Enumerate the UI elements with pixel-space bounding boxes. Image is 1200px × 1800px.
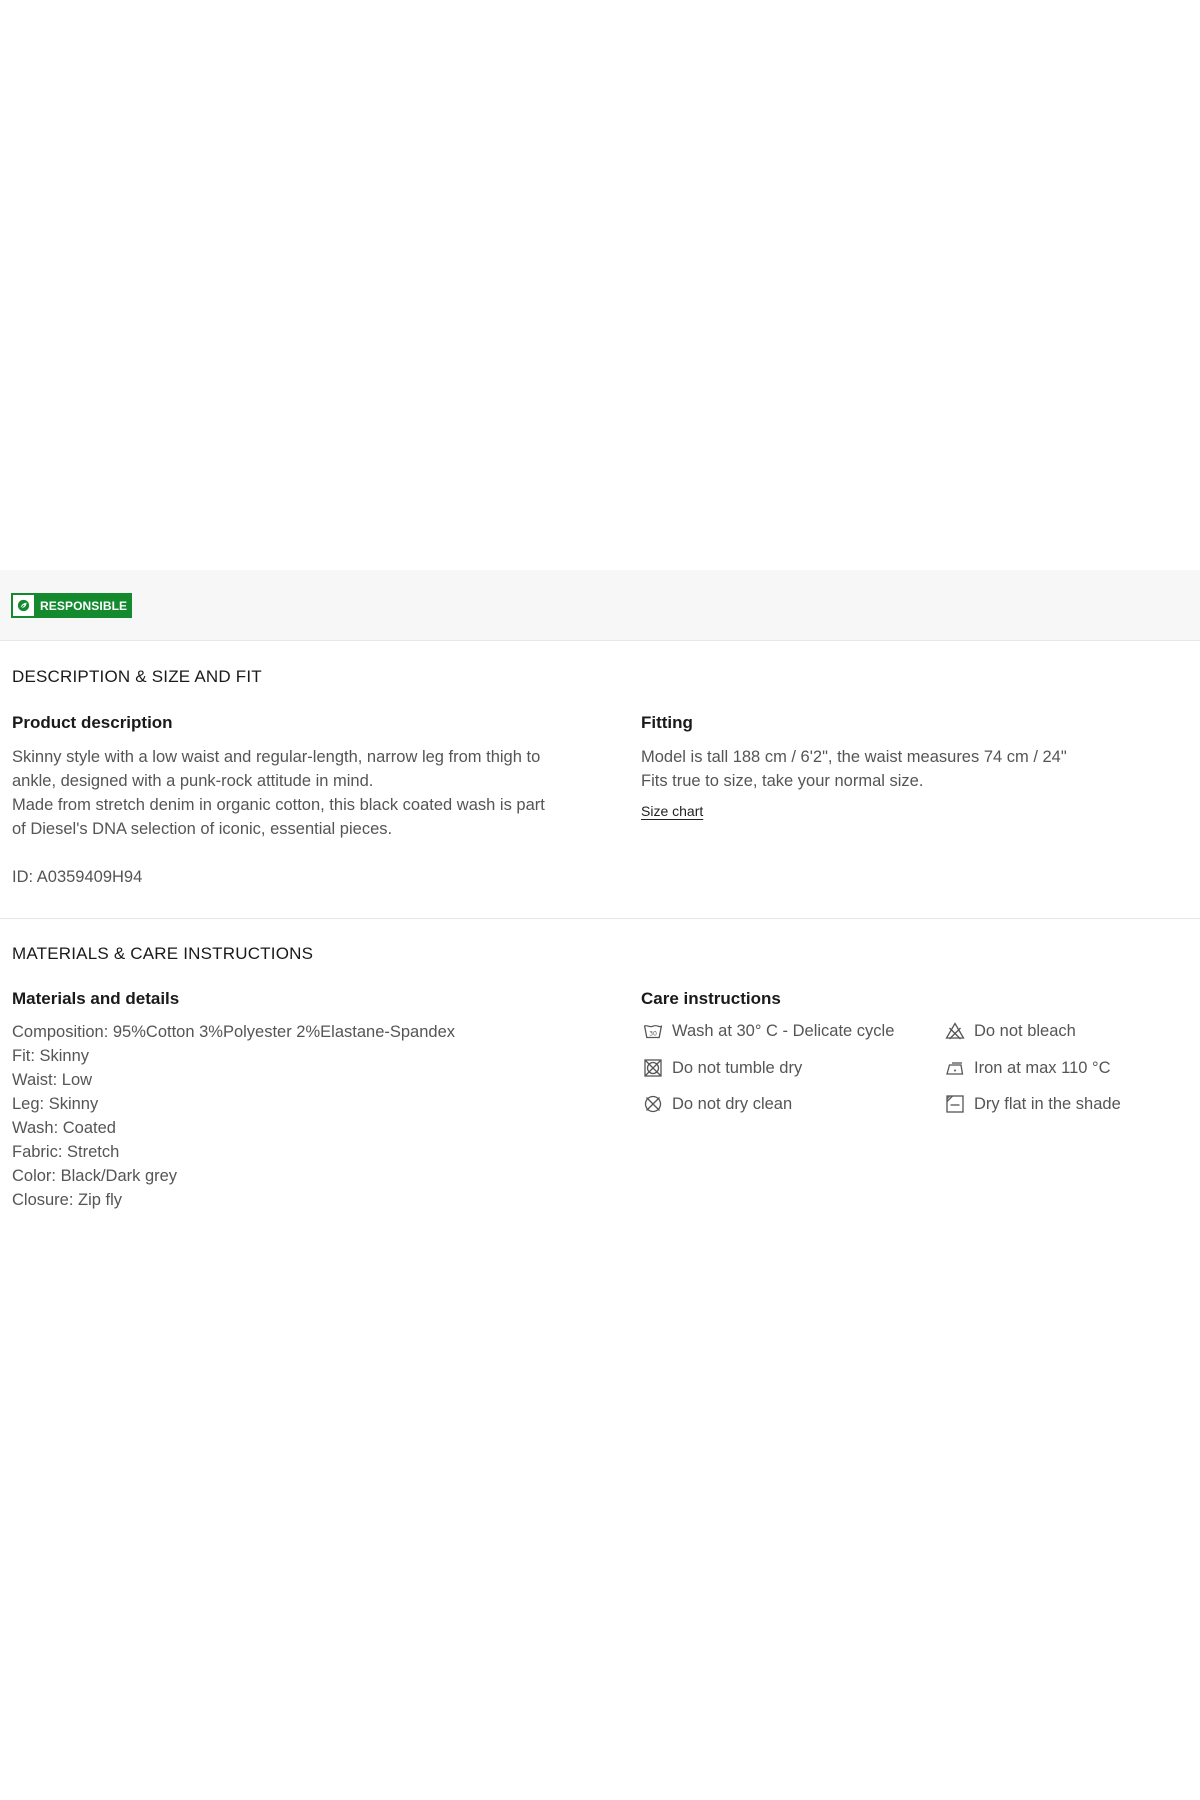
material-item: Color: Black/Dark grey: [12, 1167, 178, 1185]
care-item: [643, 1021, 894, 1041]
fitting-line: Fits true to size, take your normal size.: [641, 772, 924, 790]
material-item: Closure: Zip fly: [12, 1191, 123, 1209]
material-item: Wash: Coated: [12, 1119, 116, 1137]
care-item-label: Do not bleach: [974, 1021, 1076, 1040]
product-description-text: [12, 745, 545, 841]
product-description-heading: Product description: [12, 713, 173, 732]
product-description-line: Made from stretch denim in organic cotton, this black coated wash is part: [12, 796, 545, 814]
size-chart-link[interactable]: Size chart: [641, 803, 704, 819]
section-divider: [0, 918, 1200, 919]
product-description-line: Skinny style with a low waist and regular-length, narrow leg from thigh to: [12, 748, 541, 766]
badge-bar: [0, 570, 1200, 641]
material-item: Fit: Skinny: [12, 1047, 90, 1065]
materials-section-title: MATERIALS & CARE INSTRUCTIONS: [12, 944, 314, 963]
material-item: Composition: 95%Cotton 3%Polyester 2%Elastane-Spandex: [12, 1023, 456, 1041]
care-item: [945, 1094, 1121, 1114]
care-item-label: Iron at max 110 °C: [974, 1058, 1111, 1077]
materials-list: [12, 1020, 455, 1212]
care-item: [945, 1058, 1111, 1078]
care-item: [945, 1021, 1076, 1041]
materials-heading: Materials and details: [12, 989, 180, 1008]
no-bleach-icon: [945, 1021, 965, 1041]
care-item-label: Dry flat in the shade: [974, 1094, 1121, 1113]
wash-30-icon: [643, 1021, 663, 1041]
badge-label: RESPONSIBLE: [40, 598, 128, 613]
material-item: Leg: Skinny: [12, 1095, 99, 1113]
fitting-heading: Fitting: [641, 713, 693, 732]
fitting-text: [641, 745, 1067, 793]
iron-icon: [945, 1058, 965, 1078]
care-heading: Care instructions: [641, 989, 781, 1008]
description-section-title: DESCRIPTION & SIZE AND FIT: [12, 667, 262, 686]
care-item: [643, 1094, 792, 1114]
care-item: [643, 1058, 802, 1078]
product-description-line: ankle, designed with a punk-rock attitude in mind.: [12, 772, 374, 790]
care-item-label: Do not tumble dry: [672, 1058, 803, 1077]
product-id: ID: A0359409H94: [12, 868, 143, 886]
wash-temp-label: 30: [649, 1030, 657, 1038]
responsible-badge: [11, 593, 132, 618]
care-item-label: Do not dry clean: [672, 1094, 793, 1113]
fitting-line: Model is tall 188 cm / 6'2", the waist measures 74 cm / 24": [641, 748, 1067, 766]
dry-flat-shade-icon: [945, 1094, 965, 1114]
no-dry-clean-icon: [643, 1094, 663, 1114]
leaf-icon: [13, 595, 34, 616]
care-item-label: Wash at 30° C - Delicate cycle: [672, 1021, 895, 1040]
material-item: Waist: Low: [12, 1071, 93, 1089]
material-item: Fabric: Stretch: [12, 1143, 120, 1161]
product-description-line: of Diesel's DNA selection of iconic, essential pieces.: [12, 820, 393, 838]
no-tumble-dry-icon: [643, 1058, 663, 1078]
